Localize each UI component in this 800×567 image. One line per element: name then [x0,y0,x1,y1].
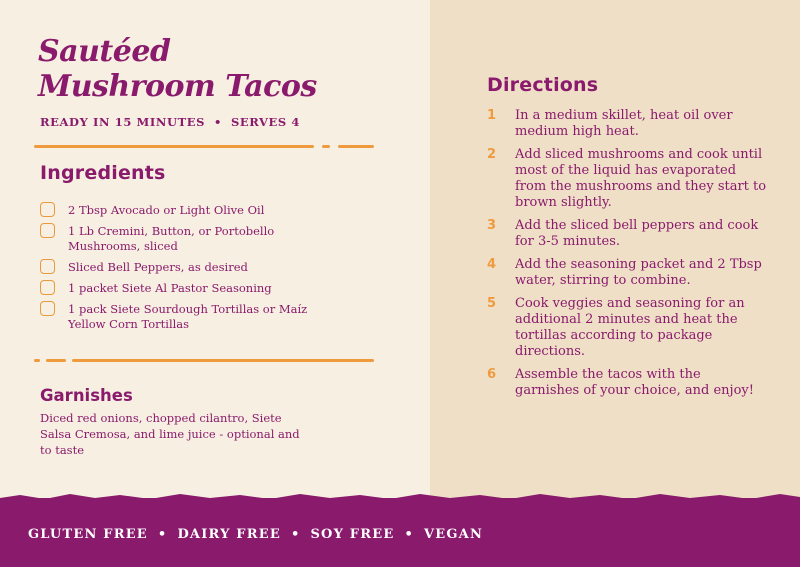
servings: SERVES 4 [230,115,300,129]
tag-separator: • [404,527,414,542]
step-number: 1 [487,108,497,123]
tag-separator: • [157,527,168,542]
directions-list [487,108,767,406]
torn-edge [0,490,800,502]
ingredient-item [40,203,330,218]
checkbox[interactable] [40,223,55,238]
direction-step [487,367,767,399]
garnishes-text: Diced red onions, chopped cilantro, Siete Salsa Cremosa, and lime juice - optional and to taste [40,411,300,457]
directions-heading: Directions [487,74,599,96]
divider-middle [72,359,374,362]
checkbox[interactable] [40,202,55,217]
direction-step [487,296,767,360]
recipe-title: Sautéed Mushroom Tacos [38,34,317,104]
direction-step [487,218,767,250]
direction-step [487,108,767,140]
checkbox[interactable] [40,301,55,316]
direction-step [487,257,767,289]
checkbox[interactable] [40,280,55,295]
ingredient-item [40,302,330,332]
ingredient-item [40,281,330,296]
ingredient-text: 1 pack Siete Sourdough Tortillas or Maíz Yellow Corn Tortillas [68,302,308,331]
tag-gluten-free: GLUTEN FREE [28,527,148,542]
ingredients-heading: Ingredients [40,162,166,184]
direction-step [487,147,767,211]
meta-separator: • [214,115,222,129]
step-number: 5 [487,296,497,311]
recipe-meta [40,115,300,129]
divider-top [34,145,314,148]
ingredient-text: 1 Lb Cremini, Button, or Portobello Mushrooms, sliced [68,224,275,253]
divider-top-dash [338,145,374,148]
garnishes-heading: Garnishes [40,386,133,405]
step-number: 6 [487,367,497,382]
step-text: Cook veggies and seasoning for an additional 2 minutes and heat the tortillas according to package directions. [515,296,745,359]
ready-time: READY IN 15 MINUTES [40,115,206,129]
tag-vegan: VEGAN [423,527,484,542]
ingredient-item [40,224,330,254]
step-text: In a medium skillet, heat oil over medium high heat. [515,108,733,139]
dietary-tags [28,527,483,542]
step-number: 3 [487,218,497,233]
step-number: 4 [487,257,497,272]
checkbox[interactable] [40,259,55,274]
tag-dairy-free: DAIRY FREE [177,527,281,542]
step-text: Add sliced mushrooms and cook until most of the liquid has evaporated from the mushrooms and they start to brown slightly. [515,147,767,210]
divider-top-dash [322,145,330,148]
divider-middle-dash [34,359,40,362]
step-text: Add the seasoning packet and 2 Tbsp water, stirring to combine. [515,257,762,288]
step-number: 2 [487,147,497,162]
step-text: Add the sliced bell peppers and cook for 3-5 minutes. [515,218,759,249]
tag-soy-free: SOY FREE [310,527,395,542]
footer-band [0,498,800,567]
ingredient-text: Sliced Bell Peppers, as desired [68,260,248,274]
ingredient-text: 1 packet Siete Al Pastor Seasoning [68,281,272,295]
ingredient-item [40,260,330,275]
tag-separator: • [290,527,301,542]
divider-middle-dash [46,359,66,362]
ingredient-text: 2 Tbsp Avocado or Light Olive Oil [68,203,265,217]
ingredients-list [40,203,330,338]
step-text: Assemble the tacos with the garnishes of your choice, and enjoy! [515,367,754,398]
